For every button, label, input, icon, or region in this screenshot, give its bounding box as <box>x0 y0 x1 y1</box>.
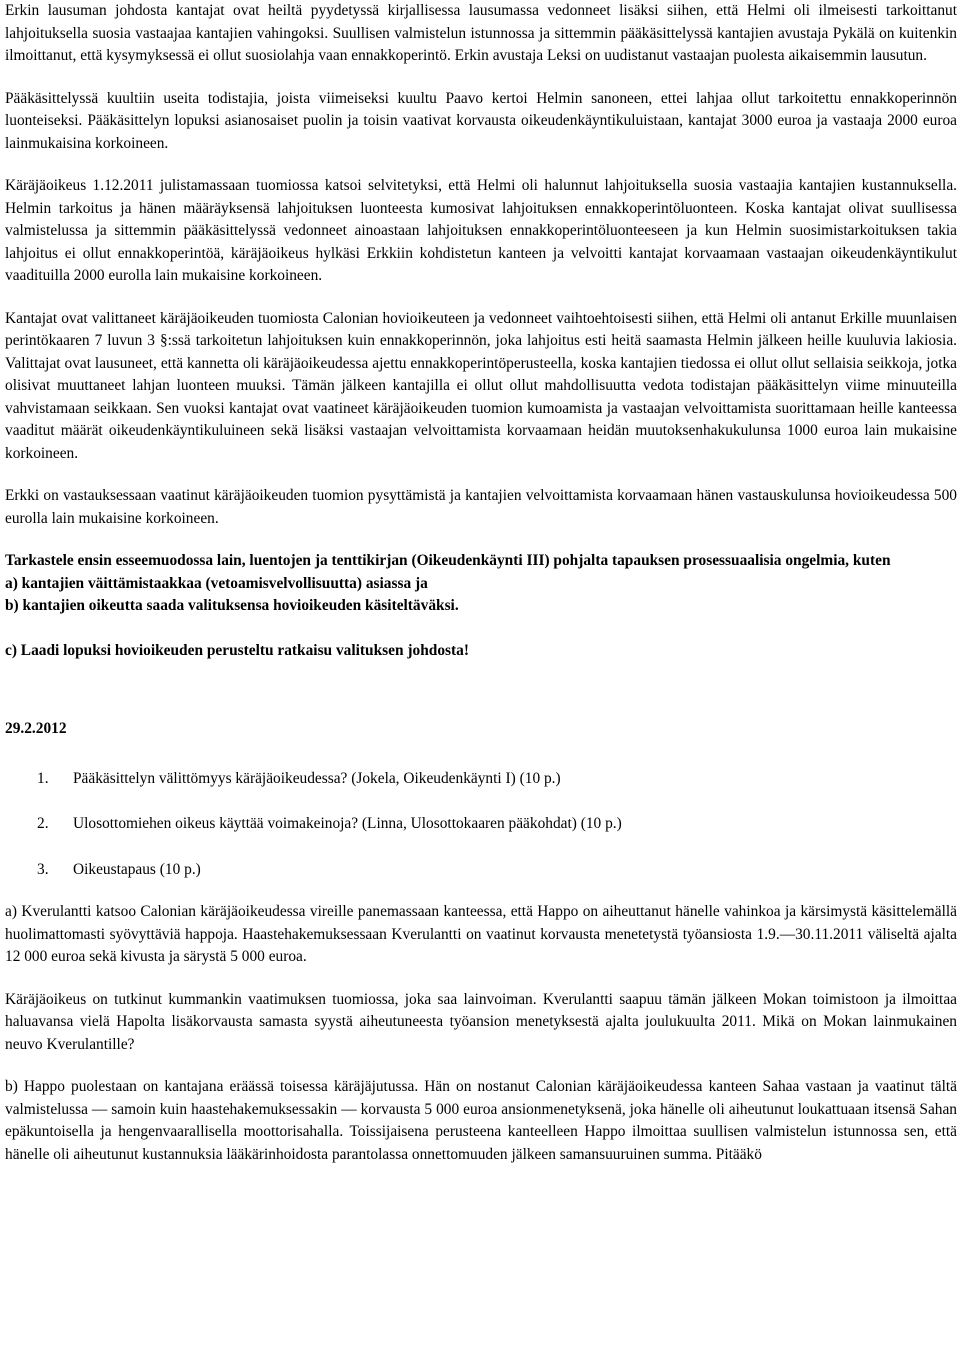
task-intro: Tarkastele ensin esseemuodossa lain, luentojen ja tenttikirjan (Oikeudenkäynti III) pohjalta tapauksen prosessuaalisia ongelmia, kuten <box>5 552 891 569</box>
exam-question-text: Oikeustapaus (10 p.) <box>73 860 201 878</box>
paragraph-case-a-followup: Käräjäoikeus on tutkinut kummankin vaatimuksen tuomiossa, joka saa lainvoiman. Kverulantti saapuu tämän jälkeen Mokan toimistoon ja ilmoittaa haluavansa vielä Hapolta lisäkorvausta samasta syystä aiheutuneesta työansion menetyksestä ajalta joulukuulta 2011. Mikä on Mokan lainmukainen neuvo Kverulantille? <box>5 990 957 1053</box>
exam-question-number: 2. <box>37 815 49 832</box>
document-page <box>5 0 957 1166</box>
exam-question-item <box>5 813 957 836</box>
paragraph-erkki-vastaus: Erkki on vastauksessaan vaatinut käräjäoikeuden tuomion pysyttämistä ja kantajien velvoittamista korvaamaan hänen vastauskulunsa hovioikeudessa 500 eurolla lain mukaisine korkoineen. <box>5 487 957 527</box>
paragraph-karajaoikeus-tuomio: Käräjäoikeus 1.12.2011 julistamassaan tuomiossa katsoi selvitetyksi, että Helmi oli halunnut lahjoituksella suosia vastaajia kantajien kustannuksella. Helmin tarkoitus ja hänen määräyksensä lahjoituksen luonteesta kumosivat lahjoituksen ennakkoperintöluonteen. Koska kantajat olivat suullisessa valmistelussa ja sittemmin pääkäsittelyssä vedonneet ainoastaan lahjoituksen ennakkoperintöluonteeseen ja kun Helmin suosimistarkoituksen takia lahjoitus ei ollut ennakkoperintöä, käräjäoikeus hylkäsi Erkkiin kohdistetun kanteen ja velvoitti kantajat korvaamaan vastaajan oikeudenkäyntikulut vaadituilla 2000 eurolla lain mukaisine korkoineen. <box>5 177 957 284</box>
paragraph-paakasittely: Pääkäsittelyssä kuultiin useita todistajia, joista viimeiseksi kuultu Paavo kertoi Helmin sanoneen, ettei lahjaa ollut tarkoitettu ennakkoperinnön luonteiseksi. Pääkäsittelyn lopuksi asianosaiset puolin ja toisin vaativat korvausta oikeudenkäyntikuluistaan, kantajat 3000 euroa ja vastaaja 2000 euroa lainmukaisina korkoineen. <box>5 89 957 152</box>
paragraph-valitus: Kantajat ovat valittaneet käräjäoikeuden tuomiosta Calonian hovioikeuteen ja vedonneet vaihtoehtoisesti siihen, että Helmi oli antanut Erkille muunlaisen perintökaaren 7 luvun 3 §:ssä tarkoitetun lahjoituksen kuin ennakkoperinnön, joka lahjoitus esti heitä saamasta Helmin jälkeen heille kuuluvia lakiosia. Valittajat ovat lausuneet, että kannetta oli käräjäoikeudessa ajettu ennakkoperintöperusteella, koska kantajien tiedossa ei ollut ollut sellaisia seikkoja, jotka olisivat muuttaneet lahjan luonteen muuksi. Tämän jälkeen kantajilla ei ollut ollut mahdollisuutta vedota todistajan pääkäsittelyn viime minuuteilla vahvistamaan seikkaan. Sen vuoksi kantajat ovat vaatineet käräjäoikeuden tuomion kumoamista ja vastaajan velvoittamista suorittamaan heille kanteessa vaaditut määrät oikeudenkäyntikuluineen sekä lisäksi vastaajan velvoittamista korvaamaan heidän muutoksenhakukulunsa 1000 euroa lain mukaisine korkoineen. <box>5 309 957 462</box>
exam-question-number: 1. <box>37 769 49 787</box>
task-item-b: b) kantajien oikeutta saada valituksensa hovioikeuden käsiteltäväksi. <box>5 597 459 614</box>
exam-question-list <box>5 768 957 882</box>
task-item-c: c) Laadi lopuksi hovioikeuden perusteltu ratkaisu valituksen johdosta! <box>5 641 469 659</box>
exam-date: 29.2.2012 <box>5 720 67 737</box>
exam-question-text: Pääkäsittelyn välittömyys käräjäoikeudessa? (Jokela, Oikeudenkäynti I) (10 p.) <box>73 769 561 787</box>
task-item-a: a) kantajien väittämistaakkaa (vetoamisvelvollisuutta) asiassa ja <box>5 574 428 592</box>
paragraph-case-b: b) Happo puolestaan on kantajana eräässä toisessa käräjäjutussa. Hän on nostanut Calonian käräjäoikeudessa kanteen Sahaa vastaan ja vaatinut tältä valmistelussa — samoin kuin haastehakemuksessakin — korvausta 5 000 euroa ansionmenetyksenä, joka hänelle oli aiheutunut loukattuaan itsensä Sahan epäkuntoisella ja hengenvaarallisella moottorisahalla. Toissijaisena perusteena kanteelleen Happo ilmoittaa suullisen valmistelun istunnossa sen, että hänelle oli aiheutunut kustannuksia lääkärinhoidosta parantolassa onnettomuuden jälkeen samansuuruinen summa. Pitääkö <box>5 1078 957 1163</box>
paragraph-case-a: a) Kverulantti katsoo Calonian käräjäoikeudessa vireille panemassaan kanteessa, että Happo on aiheuttanut hänelle vahinkoa ja kärsimystä käsittelemällä huolimattomasti syövyttäviä happoja. Haastehakemuksessaan Kverulantti on vaatinut korvausta menetetystä työansiosta 1.9.—30.11.2011 väliseltä ajalta 12 000 euroa sekä kivusta ja särystä 5 000 euroa. <box>5 903 957 965</box>
exam-question-number: 3. <box>37 860 49 878</box>
exam-question-text: Ulosottomiehen oikeus käyttää voimakeinoja? (Linna, Ulosottokaaren pääkohdat) (10 p.) <box>73 815 622 832</box>
exam-question-item <box>5 768 957 791</box>
exam-question-item <box>5 859 957 882</box>
paragraph-erkin-lausuma: Erkin lausuman johdosta kantajat ovat heiltä pyydetyssä kirjallisessa lausumassa vedonneet lisäksi siihen, että Helmi oli ilmeisesti tarkoittanut lahjoituksella suosia vastaajaa kantajien vahingoksi. Suullisen valmistelun istunnossa ja sittemmin pääkäsittelyssä kantajien avustaja Pykälä on kuitenkin ilmoittanut, että kysymyksessä ei ollut suosiolahja vaan ennakkoperintö. Erkin avustaja Leksi on uudistanut vastaajan puolesta aikaisemmin lausutun. <box>5 2 957 64</box>
